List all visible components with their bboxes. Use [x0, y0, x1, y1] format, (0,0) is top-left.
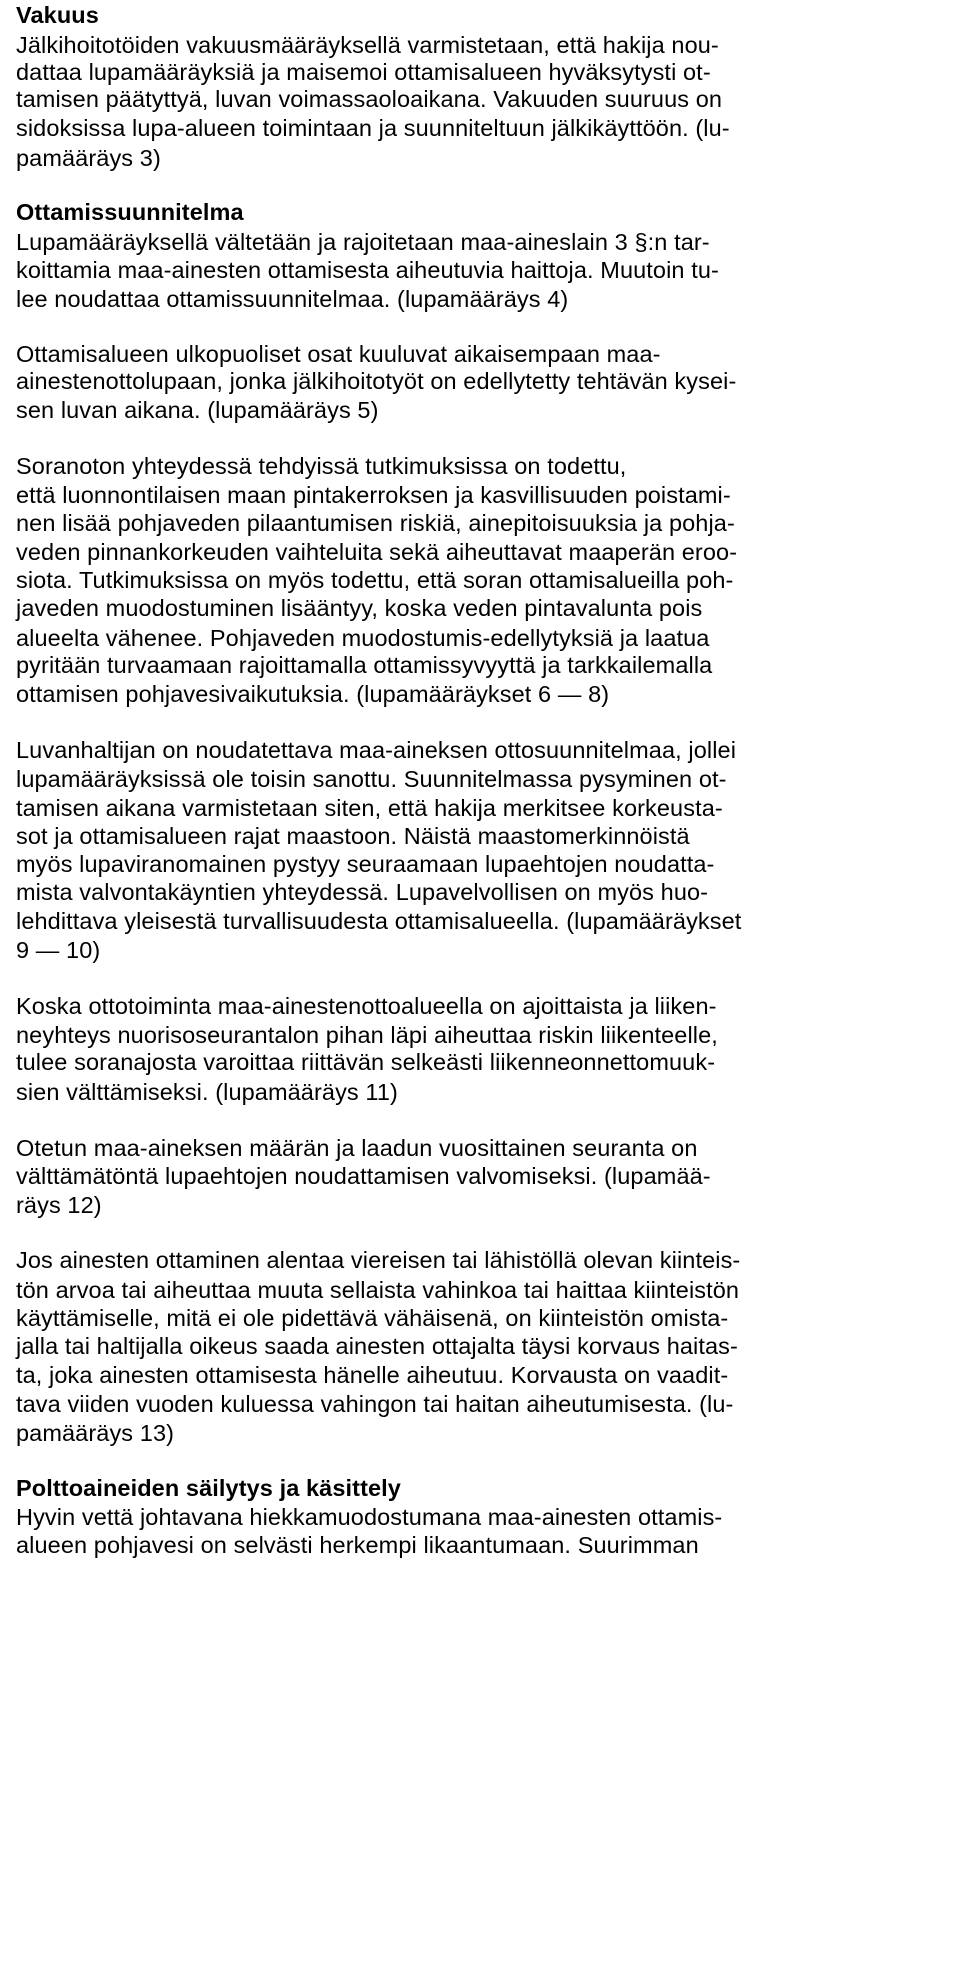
text-line: sot ja ottamisalueen rajat maastoon. Näistä maastomerkinnöistä — [16, 823, 690, 849]
text-line: tön arvoa tai aiheuttaa muuta sellaista vahinkoa tai haittaa kiinteistön — [16, 1277, 740, 1303]
text-line: mista valvontakäyntien yhteydessä. Lupavelvollisen on myös huo- — [16, 879, 709, 905]
text-line: Jos ainesten ottaminen alentaa viereisen tai lähistöllä olevan kiinteis- — [16, 1247, 741, 1273]
text-line: myös lupaviranomainen pystyy seuraamaan lupaehtojen noudatta- — [16, 851, 715, 877]
text-line: siota. Tutkimuksissa on myös todettu, että soran ottamisalueilla poh- — [16, 567, 734, 593]
text-line: ottamisen pohjavesivaikutuksia. (lupamääräykset 6 — 8) — [16, 681, 610, 707]
section-heading: Vakuus — [16, 2, 99, 28]
section-heading: Ottamissuunnitelma — [16, 199, 244, 225]
text-line: tamisen päätyttyä, luvan voimassaoloaikana. Vakuuden suuruus on — [16, 86, 723, 112]
text-line: tulee soranajosta varoittaa riittävän selkeästi liikenneonnettomuuk- — [16, 1049, 716, 1075]
text-line: Hyvin vettä johtavana hiekkamuodostumana maa-ainesten ottamis- — [16, 1504, 723, 1530]
text-line: nen lisää pohjaveden pilaantumisen riskiä, ainepitoisuuksia ja pohja- — [16, 510, 735, 536]
text-line: pamääräys 3) — [16, 145, 161, 171]
text-line: Lupamääräyksellä vältetään ja rajoitetaan maa-aineslain 3 §:n tar- — [16, 229, 710, 255]
text-line: neyhteys nuorisoseurantalon pihan läpi aiheuttaa riskin liikenteelle, — [16, 1022, 718, 1048]
text-line: Soranoton yhteydessä tehdyissä tutkimuksissa on todettu, — [16, 453, 627, 479]
text-line: ainestenottolupaan, jonka jälkihoitotyöt on edellytetty tehtävän kysei- — [16, 368, 737, 394]
text-line: alueen pohjavesi on selvästi herkempi likaantumaan. Suurimman — [16, 1532, 699, 1558]
text-line: lupamääräyksissä ole toisin sanottu. Suunnitelmassa pysyminen ot- — [16, 766, 727, 792]
text-line: koittamia maa-ainesten ottamisesta aiheutuvia haittoja. Muutoin tu- — [16, 257, 719, 283]
text-line: lee noudattaa ottamissuunnitelmaa. (lupamääräys 4) — [16, 286, 569, 312]
text-line: Jälkihoitotöiden vakuusmääräyksellä varmistetaan, että hakija nou- — [16, 32, 719, 58]
text-line: javeden muodostuminen lisääntyy, koska veden pintavalunta pois — [16, 595, 703, 621]
text-line: lehdittava yleisestä turvallisuudesta ottamisalueella. (lupamääräykset — [16, 908, 742, 934]
section-heading: Polttoaineiden säilytys ja käsittely — [16, 1475, 401, 1501]
text-line: pyritään turvaamaan rajoittamalla ottamissyvyyttä ja tarkkailemalla — [16, 652, 713, 678]
text-line: että luonnontilaisen maan pintakerroksen ja kasvillisuuden poistami- — [16, 482, 731, 508]
text-line: dattaa lupamääräyksiä ja maisemoi ottamisalueen hyväksytysti ot- — [16, 59, 711, 85]
text-line: 9 — 10) — [16, 937, 101, 963]
text-line: tamisen aikana varmistetaan siten, että hakija merkitsee korkeusta- — [16, 795, 723, 821]
text-line: Luvanhaltijan on noudatettava maa-aineksen ottosuunnitelmaa, jollei — [16, 737, 737, 763]
text-line: räys 12) — [16, 1192, 102, 1218]
text-line: pamääräys 13) — [16, 1420, 175, 1446]
text-line: Ottamisalueen ulkopuoliset osat kuuluvat aikaisempaan maa- — [16, 341, 661, 367]
text-line: sen luvan aikana. (lupamääräys 5) — [16, 397, 379, 423]
text-line: ta, joka ainesten ottamisesta hänelle aiheutuu. Korvausta on vaadit- — [16, 1362, 729, 1388]
text-line: alueelta vähenee. Pohjaveden muodostumis-edellytyksiä ja laatua — [16, 625, 710, 651]
text-line: jalla tai haltijalla oikeus saada ainesten ottajalta täysi korvaus haitas- — [16, 1333, 738, 1359]
text-line: välttämätöntä lupaehtojen noudattamisen valvomiseksi. (lupamää- — [16, 1163, 711, 1189]
text-line: sien välttämiseksi. (lupamääräys 11) — [16, 1079, 398, 1105]
text-line: käyttämiselle, mitä ei ole pidettävä vähäisenä, on kiinteistön omista- — [16, 1305, 729, 1331]
text-line: Otetun maa-aineksen määrän ja laadun vuosittainen seuranta on — [16, 1135, 698, 1161]
text-line: Koska ottotoiminta maa-ainestenottoalueella on ajoittaista ja liiken- — [16, 993, 717, 1019]
text-line: sidoksissa lupa-alueen toimintaan ja suunniteltuun jälkikäyttöön. (lu- — [16, 115, 730, 141]
text-line: veden pinnankorkeuden vaihteluita sekä aiheuttavat maaperän eroo- — [16, 539, 738, 565]
text-line: tava viiden vuoden kuluessa vahingon tai haitan aiheutumisesta. (lu- — [16, 1391, 734, 1417]
